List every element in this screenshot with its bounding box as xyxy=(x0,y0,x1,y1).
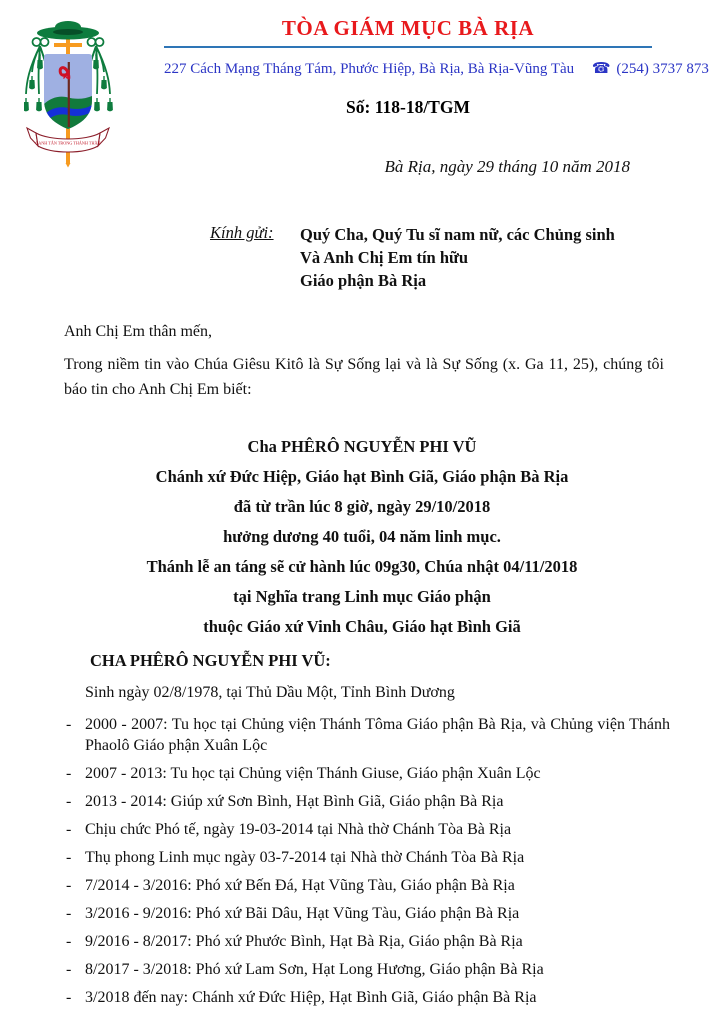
salutation: Anh Chị Em thân mến, xyxy=(64,323,212,340)
list-dash: - xyxy=(66,765,72,782)
list-dash: - xyxy=(66,716,72,733)
announcement-line: thuộc Giáo xứ Vinh Châu, Giáo hạt Bình Giã xyxy=(203,617,521,636)
biography-item-text: 8/2017 - 3/2018: Phó xứ Lam Sơn, Hạt Long Hương, Giáo phận Bà Rịa xyxy=(85,961,544,978)
biography-item xyxy=(64,763,670,784)
org-phone: (254) 3737 873 xyxy=(616,61,709,77)
list-dash: - xyxy=(66,905,72,922)
org-address-text: 227 Cách Mạng Tháng Tám, Phước Hiệp, Bà Rịa, Bà Rịa-Vũng Tàu xyxy=(164,61,575,77)
announcement-line: Chánh xứ Đức Hiệp, Giáo hạt Bình Giã, Giáo phận Bà Rịa xyxy=(155,467,569,486)
reference-number: Số: 118-18/TGM xyxy=(346,97,470,117)
biography-item xyxy=(64,987,670,1008)
diocese-crest xyxy=(24,20,128,168)
org-address xyxy=(164,59,709,78)
biography-item-text: 3/2016 - 9/2016: Phó xứ Bãi Dâu, Hạt Vũng Tàu, Giáo phận Bà Rịa xyxy=(85,905,520,922)
announcement-line: hưởng dương 40 tuổi, 04 năm linh mục. xyxy=(223,527,501,546)
biography-heading: CHA PHÊRÔ NGUYỄN PHI VŨ: xyxy=(90,651,331,670)
recipient-lines xyxy=(300,223,615,292)
biography-item-text: 9/2016 - 8/2017: Phó xứ Phước Bình, Hạt Bà Rịa, Giáo phận Bà Rịa xyxy=(85,933,523,950)
announcement-line: Thánh lễ an táng sẽ cử hành lúc 09g30, Chúa nhật 04/11/2018 xyxy=(146,557,578,576)
biography-item xyxy=(64,847,670,868)
list-dash: - xyxy=(66,821,72,838)
list-dash: - xyxy=(66,933,72,950)
biography-item xyxy=(64,959,670,980)
biography-item xyxy=(64,875,670,896)
list-dash: - xyxy=(66,877,72,894)
phone-icon: ☎ xyxy=(591,59,611,77)
biography-item xyxy=(64,791,670,812)
recipient-line: Quý Cha, Quý Tu sĩ nam nữ, các Chủng sinh xyxy=(300,225,615,244)
biography-item-text: 2013 - 2014: Giúp xứ Sơn Bình, Hạt Bình Giã, Giáo phận Bà Rịa xyxy=(85,793,504,810)
letterhead xyxy=(0,0,724,146)
biography-item xyxy=(64,903,670,924)
galero-hat-icon xyxy=(37,21,99,40)
list-dash: - xyxy=(66,961,72,978)
recipient-line: Giáo phận Bà Rịa xyxy=(300,271,427,290)
biography-list xyxy=(64,714,670,1008)
letterhead-right xyxy=(164,0,709,118)
list-dash: - xyxy=(66,793,72,810)
biography-item-text: 3/2018 đến nay: Chánh xứ Đức Hiệp, Hạt Bình Giã, Giáo phận Bà Rịa xyxy=(85,989,537,1006)
biography-item-text: 2000 - 2007: Tu học tại Chủng viện Thánh Tôma Giáo phận Bà Rịa, và Chủng viện Thánh Phaolô Giáo phận Xuân Lộc xyxy=(85,716,670,754)
recipient-label: Kính gửi: xyxy=(210,223,274,242)
announcement-line: Cha PHÊRÔ NGUYỄN PHI VŨ xyxy=(247,437,477,456)
crest-motto: CANH TÂN TRONG THÁNH THẦN xyxy=(35,140,101,146)
list-dash: - xyxy=(66,849,72,866)
biography-item-text: Chịu chức Phó tế, ngày 19-03-2014 tại Nhà thờ Chánh Tòa Bà Rịa xyxy=(85,821,512,838)
recipient-block xyxy=(210,223,724,292)
announcement-block xyxy=(0,432,724,642)
biography-item xyxy=(64,714,670,756)
date-line: Bà Rịa, ngày 29 tháng 10 năm 2018 xyxy=(384,157,630,176)
biography-item-text: Thụ phong Linh mục ngày 03-7-2014 tại Nhà thờ Chánh Tòa Bà Rịa xyxy=(85,849,525,866)
intro-paragraph: Trong niềm tin vào Chúa Giêsu Kitô là Sự Sống lại và là Sự Sống (x. Ga 11, 25), chúng tôi báo tin cho Anh Chị Em biết: xyxy=(64,356,664,398)
biography-item-text: 2007 - 2013: Tu học tại Chủng viện Thánh Giuse, Giáo phận Xuân Lộc xyxy=(85,765,541,782)
announcement-line: đã từ trần lúc 8 giờ, ngày 29/10/2018 xyxy=(233,497,491,516)
biography-item xyxy=(64,819,670,840)
biography-item-text: 7/2014 - 3/2016: Phó xứ Bến Đá, Hạt Vũng Tàu, Giáo phận Bà Rịa xyxy=(85,877,515,894)
recipient-line: Và Anh Chị Em tín hữu xyxy=(300,248,469,267)
list-dash: - xyxy=(66,989,72,1006)
announcement-line: tại Nghĩa trang Linh mục Giáo phận xyxy=(233,587,491,606)
org-name: TÒA GIÁM MỤC BÀ RỊA xyxy=(164,16,652,48)
biography-birth: Sinh ngày 02/8/1978, tại Thủ Dầu Một, Tỉnh Bình Dương xyxy=(85,684,455,701)
biography-item xyxy=(64,931,670,952)
